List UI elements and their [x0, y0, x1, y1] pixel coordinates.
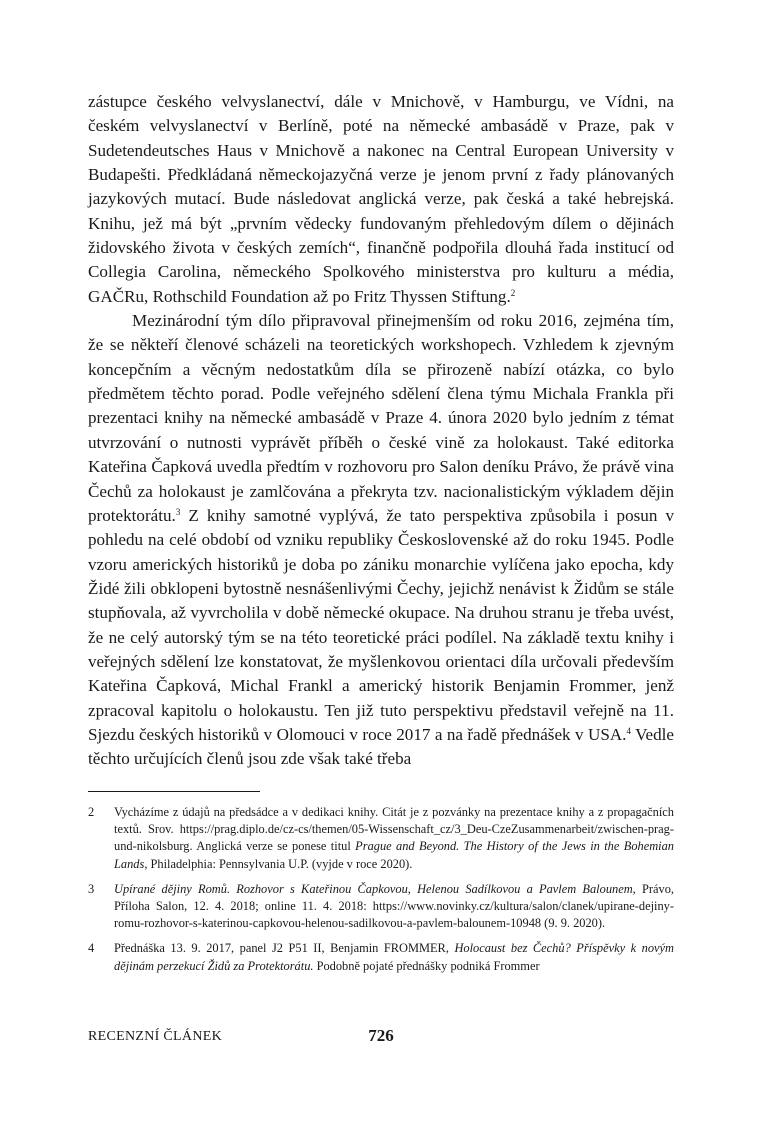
footnotes — [88, 804, 674, 983]
footnote-text — [114, 805, 674, 871]
footnote-title: Holocaust bez Čechů? Příspěvky k novým dějinám perzekucí Židů za Protektorátu. — [114, 941, 674, 973]
paragraph-text: Mezinárodní tým dílo připravoval přinejmenším od roku 2016, zejména tím, že se někteří členové scházeli na teoretických workshopech. Vzhledem k zjevným koncepčním a věcným nedostatkům díla se přirozeně nabízí otázka, co bylo předmětem těchto porad. Podle veřejného sdělení člena týmu Michala Frankla při prezentaci knihy na německé ambasádě v Praze 4. února 2020 bylo jedním z témat utvrzování o nutnosti vyprávět příběh o české vině za holokaust. Také editorka Kateřina Čapková uvedla předtím v rozhovoru pro Salon deníku Právo, že právě vina Čechů za holokaust je zamlčována a překryta tzv. nacionalistickým výkladem dějin protektorátu. — [88, 311, 674, 525]
footnote-number: 2 — [88, 805, 95, 819]
footnote-text-part: Přednáška 13. 9. 2017, panel J2 P51 II, Benjamin FROMMER, — [114, 941, 455, 956]
footnote-text — [114, 941, 674, 972]
footnote-text-part: Vycházíme z údajů na předsádce a v dedikaci knihy. Citát je z pozvánky na prezentace knihy a z propagačních textů. Srov. https://prag.diplo.de/cz-cs/themen/05-Wissenschaft_cz/3_Deu-CzeZusammenarbeit/zwischen-prag-und-nikolsburg. Anglická verze se ponese titul — [114, 805, 674, 854]
paragraph — [88, 309, 674, 772]
body-text — [88, 90, 674, 772]
footnote-number: 3 — [88, 881, 95, 896]
footnote-ref[interactable]: 2 — [510, 287, 516, 298]
footnote-text-part: , Právo, Příloha Salon, 12. 4. 2018; online 11. 4. 2018: https://www.novinky.cz/kultura/salon/clanek/upirane-dejiny-romu-rozhovor-s-katerinou-capkovou-helenou-sadilkovou-a-pavlem-balounem-10948 (9. 9. 2020). — [114, 881, 674, 931]
paragraph — [88, 90, 674, 309]
paragraph-text: Vedle těchto určujících členů jsou zde však také třeba — [88, 724, 674, 769]
footnote — [88, 881, 674, 933]
running-title: RECENZNÍ ČLÁNEK — [88, 1029, 222, 1044]
footnote-ref[interactable]: 4 — [626, 725, 631, 736]
footnote-text — [114, 882, 674, 930]
footnote — [88, 940, 674, 974]
page-number: 726 — [368, 1026, 394, 1045]
paragraph-text: Z knihy samotné vyplývá, že tato perspektiva způsobila i posun v pohledu na celé období od vzniku republiky Československé až do roku 1945. Podle vzoru amerických historiků je doba po zániku monarchie vylíčena jako epocha, kdy Židé žili obklopeni bytostně nesnášenlivými Čechy, jejichž nenávist k Židům se stále stupňovala, až vyvrcholila v době německé okupace. Na druhou stranu je třeba uvést, že ne celý autorský tým se na této teoretické práci podílel. Na základě textu knihy i veřejných sdělení lze konstatovat, že myšlenkovou orientaci díla určovali především Kateřina Čapková, Michal Frankl a americký historik Benjamin Frommer, jenž zpracoval kapitolu o holokaustu. Ten již tuto perspektivu představil veřejně na 11. Sjezdu českých historiků v Olomouci v roce 2017 a na řadě přednášek v USA. — [88, 505, 674, 744]
paragraph-text: zástupce českého velvyslanectví, dále v Mnichově, v Hamburgu, ve Vídni, na českém velvyslanectví v Berlíně, poté na německé ambasádě v Praze, pak v Sudetendeutsches Haus v Mnichově a nakonec na Central European University v Budapešti. Předkládaná německojazyčná verze je jenom první z řady plánovaných jazykových mutací. Bude následovat anglická verze, pak česká a také hebrejská. Knihu, jež má být „prvním vědecky fundovaným přehledovým dílem o dějinách židovského života v českých zemích“, finančně podpořila dlouhá řada institucí od Collegia Carolina, německého Spolkového ministerstva pro kulturu a média, GAČRu, Rothschild Foundation až po Fritz Thyssen Stiftung. — [88, 92, 674, 306]
footnote-text-part: Podobně pojaté přednášky podniká Frommer — [313, 958, 540, 973]
footnote-title: Upírané dějiny Romů. Rozhovor s Kateřinou Čapkovou, Helenou Sadílkovou a Pavlem Balounem — [114, 881, 633, 896]
footnote-number: 4 — [88, 941, 95, 956]
footnote-title: Prague and Beyond. The History of the Jews in the Bohemian Lands — [114, 839, 674, 871]
footnote-divider — [88, 791, 260, 792]
footnote-ref[interactable]: 3 — [175, 506, 181, 517]
footnote — [88, 804, 674, 873]
footnote-text-part: , Philadelphia: Pennsylvania U.P. (vyjde v roce 2020). — [144, 856, 413, 871]
